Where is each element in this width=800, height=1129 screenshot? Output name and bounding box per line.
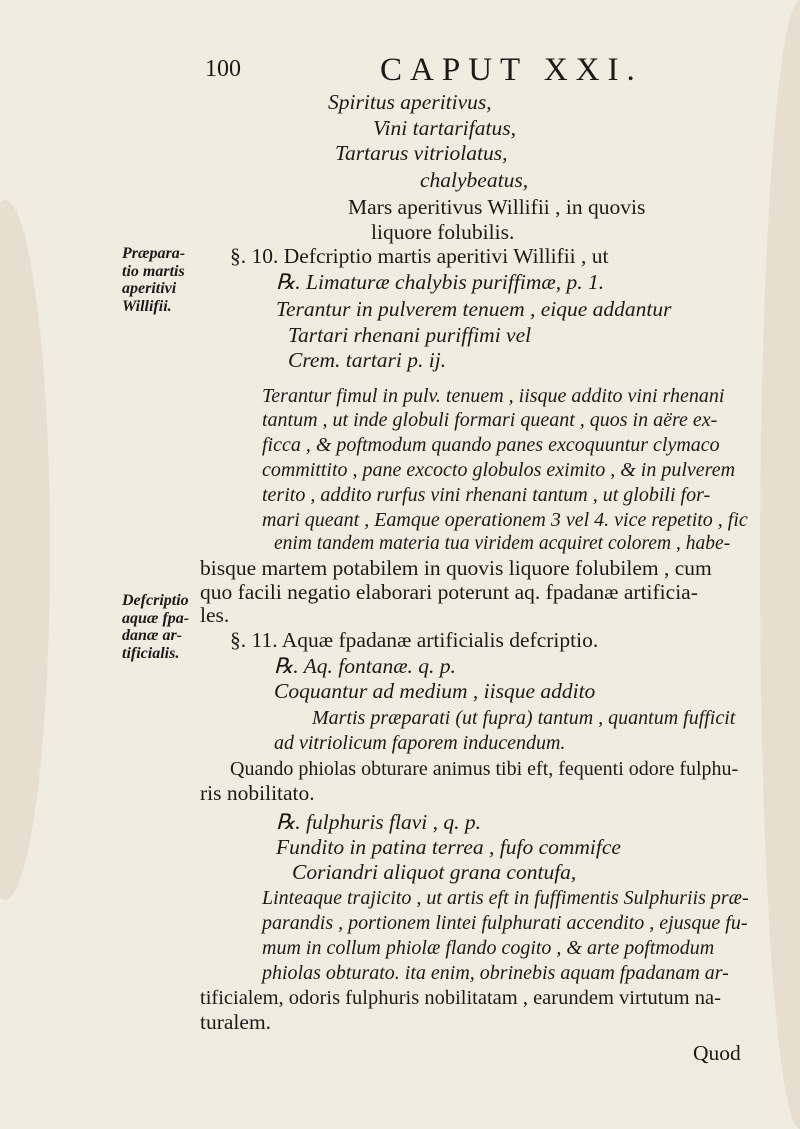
text-line: mum in collum phiolæ flando cogito , & arte poftmodum [262, 937, 715, 959]
text-line: Tartarus vitriolatus, [335, 141, 508, 165]
text-line: mari queant , Eamque operationem 3 vel 4. vice repetito , fic [262, 509, 748, 531]
text-line: ℞. Limaturæ chalybis puriffimæ, p. 1. [276, 270, 605, 294]
text-line: Terantur in pulverem tenuem , eique addantur [276, 297, 672, 321]
text-line: bisque martem potabilem in quovis liquore folubilem , cum [200, 556, 712, 580]
text-line: quo facili negatio elaborari poterunt aq. fpadanæ artificia- [200, 580, 698, 604]
margin-note-line: aperitivi [122, 280, 177, 298]
text-line: parandis , portionem lintei fulphurati accendito , ejusque fu- [262, 912, 748, 934]
text-line: liquore folubilis. [371, 220, 515, 244]
margin-note-line: Willifii. [122, 297, 172, 315]
text-line: tantum , ut inde globuli formari queant , quos in aëre ex- [262, 409, 718, 431]
paper-edge-shadow [760, 0, 800, 1129]
text-line: terito , addito rurfus vini rhenani tantum , ut globili for- [262, 484, 711, 506]
page-number: 100 [205, 56, 241, 82]
catchword: Quod [693, 1041, 741, 1065]
text-line: Crem. tartari p. ij. [288, 348, 447, 372]
text-line: phiolas obturato. ita enim, obrinebis aquam fpadanam ar- [262, 962, 729, 984]
text-line: Coquantur ad medium , iisque addito [274, 679, 596, 703]
margin-note-1 [122, 245, 185, 315]
text-line: chalybeatus, [420, 168, 529, 192]
running-head: CAPUT XXI. [380, 52, 643, 88]
text-line: Mars aperitivus Willifii , in quovis [348, 195, 646, 219]
text-line: Spiritus aperitivus, [328, 90, 492, 114]
margin-note-line: Defcriptio [122, 592, 189, 609]
paper-shadow [0, 200, 50, 900]
margin-note-line: danæ ar- [122, 627, 183, 645]
margin-note-line: Præpara- [122, 245, 186, 262]
text-line: les. [200, 603, 230, 627]
text-line: Fundito in patina terrea , fufo commifce [276, 835, 621, 859]
section-10-heading: §. 10. Defcriptio martis aperitivi Willifii , ut [230, 244, 609, 268]
text-line: Tartari rhenani puriffimi vel [288, 323, 532, 347]
text-line: Linteaque trajicito , ut artis eft in fuffimentis Sulphuriis præ- [262, 887, 749, 909]
text-line: turalem. [200, 1010, 272, 1034]
text-line: ris nobilitato. [200, 781, 315, 805]
text-line: Martis præparati (ut fupra) tantum , quantum fufficit [312, 707, 736, 729]
margin-note-line: tio martis [122, 262, 185, 280]
text-line: Terantur fimul in pulv. tenuem , iisque addito vini rhenani [262, 385, 725, 407]
margin-note-2 [122, 592, 189, 662]
text-line: ℞. fulphuris flavi , q. p. [276, 810, 482, 834]
text-line: enim tandem materia tua viridem acquiret colorem , habe- [274, 533, 731, 554]
margin-note-line: tificialis. [122, 644, 180, 662]
text-line: ficca , & poftmodum quando panes excoquuntur clymaco [262, 434, 720, 456]
text-line: tificialem, odoris fulphuris nobilitatam , earundem virtutum na- [200, 987, 721, 1009]
text-line: Quando phiolas obturare animus tibi eft, fequenti odore fulphu- [230, 758, 739, 780]
text-line: Coriandri aliquot grana contufa, [292, 860, 577, 884]
margin-note-line: aquæ fpa- [122, 609, 190, 627]
text-line: Vini tartarifatus, [373, 116, 516, 140]
text-line: committito , pane excocto globulos eximito , & in pulverem [262, 459, 736, 481]
section-11-heading: §. 11. Aquæ fpadanæ artificialis defcriptio. [230, 628, 599, 652]
text-line: ad vitriolicum faporem inducendum. [274, 732, 566, 754]
text-line: ℞. Aq. fontanæ. q. p. [274, 654, 456, 678]
